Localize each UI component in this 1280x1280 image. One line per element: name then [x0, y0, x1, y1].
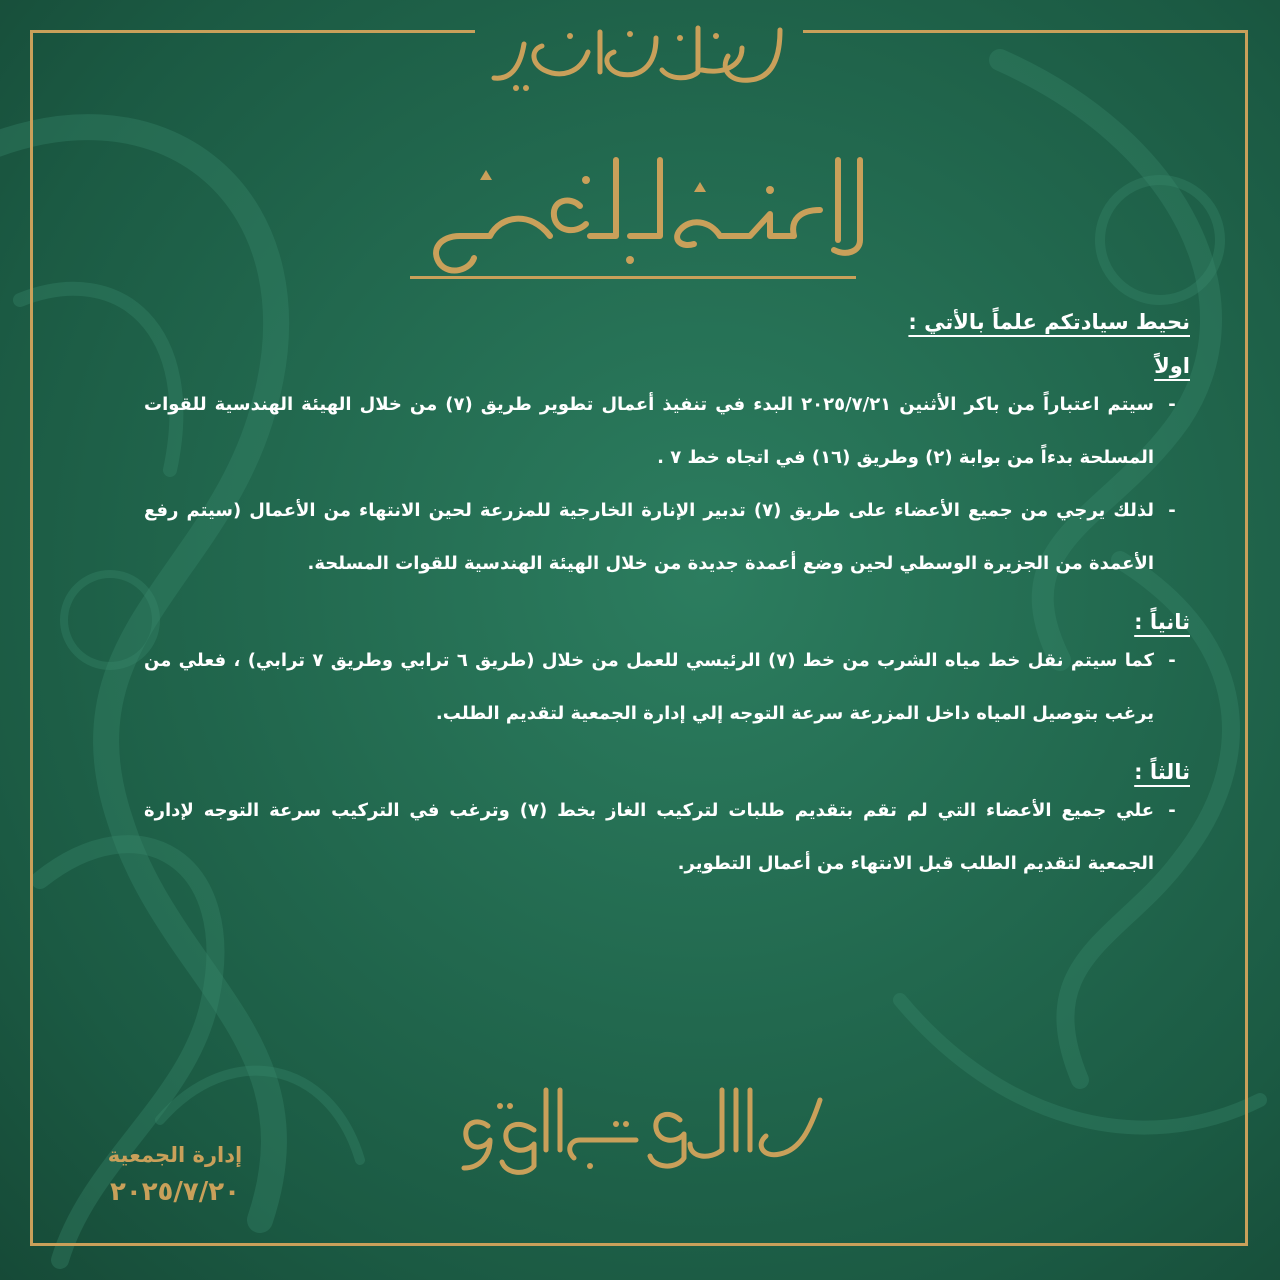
notice-content: [100, 300, 1190, 890]
section-2-item-1: [100, 634, 1190, 740]
item-text: سيتم اعتباراً من باكر الأثنين ٢٠٢٥/٧/٢١ البدء في تنفيذ أعمال تطوير طريق (٧) من خلال الهيئة الهندسية للقوات المسلحة بدءاً من بوابة (٢) وطريق (١٦) في اتجاه خط ٧ .: [144, 394, 1154, 468]
bullet-dash: -: [1168, 394, 1176, 415]
bullet-dash: -: [1168, 500, 1176, 521]
bullet-dash: -: [1168, 800, 1176, 821]
frame-top-right-line: [803, 30, 1248, 33]
title-underline: [410, 276, 856, 279]
association-logo-calligraphy: [480, 8, 800, 98]
section-1-item-1: [100, 378, 1190, 484]
signature-label: إدارة الجمعية: [107, 1143, 243, 1167]
section-2-heading: ثانياً :: [1134, 610, 1190, 634]
section-1-heading: اولاً: [1154, 354, 1190, 378]
frame-bottom-line: [30, 1243, 1248, 1246]
frame-right-line: [1245, 30, 1248, 1246]
section-3-heading: ثالثاً :: [1134, 760, 1190, 784]
item-text: لذلك يرجي من جميع الأعضاء على طريق (٧) تدبير الإنارة الخارجية للمزرعة لحين الانتهاء من الأعمال (سيتم رفع الأعمدة من الجزيرة الوسطي لحين وضع أعمدة جديدة من خلال الهيئة الهندسية للقوات المسلحة.: [144, 500, 1154, 574]
item-text: كما سيتم نقل خط مياه الشرب من خط (٧) الرئيسي للعمل من خلال (طريق ٦ ترابي وطريق ٧ ترابي) ، فعلي من يرغب بتوصيل المياه داخل المزرعة سرعة التوجه إلي إدارة الجمعية لتقديم الطلب.: [144, 650, 1154, 724]
closing-calligraphy: [440, 1070, 840, 1180]
section-3-item-1: [100, 784, 1190, 890]
signature-date: ٢٠٢٥/٧/٢٠: [109, 1177, 241, 1207]
section-1-item-2: [100, 484, 1190, 590]
intro-heading: نحيط سيادتكم علماً بالأتي :: [908, 310, 1190, 334]
frame-top-left-line: [30, 30, 475, 33]
item-text: علي جميع الأعضاء التي لم تقم بتقديم طلبات لتركيب الغاز بخط (٧) وترغب في التركيب سرعة التوجه لإدارة الجمعية لتقديم الطلب قبل الانتهاء من أعمال التطوير.: [144, 800, 1154, 874]
signature-block: [80, 1140, 270, 1214]
title-calligraphy: [390, 140, 890, 280]
bullet-dash: -: [1168, 650, 1176, 671]
frame-left-line: [30, 30, 33, 1246]
